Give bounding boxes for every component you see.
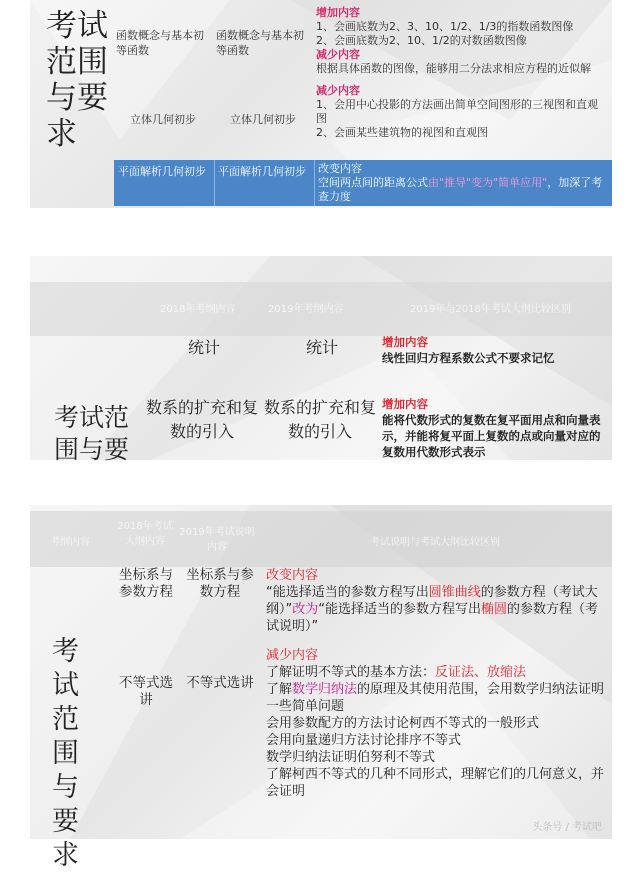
- row1-col2: 函数概念与基本初等函数: [216, 29, 304, 57]
- desc-text: 的参数方程（考试说明）”: [266, 602, 599, 634]
- desc-line: [266, 681, 606, 715]
- row2-col2: 立体几何初步: [230, 113, 296, 126]
- header-col4: 考试说明与考试大纲比较区别: [370, 537, 500, 548]
- removed-label: 减少内容: [316, 48, 360, 61]
- desc-line: [318, 176, 608, 204]
- header-col1: 2018年考纲内容: [160, 304, 236, 315]
- desc-line: [266, 664, 606, 681]
- desc-highlight: 数学归纳法: [292, 682, 358, 697]
- desc-line: 线性回归方程系数公式不要求记忆: [382, 351, 555, 365]
- divider: [214, 160, 215, 206]
- desc-line: 1、会画底数为2、3、10、1/2、1/3的指数函数图像: [316, 20, 574, 33]
- row1-col1: 函数概念与基本初等函数: [116, 29, 204, 57]
- row1-col1: 坐标系与参数方程: [119, 567, 173, 600]
- section-heading: 考试范围与要: [54, 403, 130, 464]
- changed-label: 改变内容: [266, 568, 319, 583]
- changed-label: 改变内容: [318, 162, 362, 175]
- row1-desc: [266, 567, 606, 635]
- desc-line: 会用参数配方的方法讨论柯西不等式的一般形式: [266, 716, 540, 731]
- row2-col2: 数系的扩充和复数的引入: [264, 398, 377, 441]
- highlight-row: [114, 160, 612, 206]
- desc-line: 了解柯西不等式的几种不同形式，理解它们的几何意义，并会证明: [266, 767, 605, 799]
- desc-text: ，加深了考查力度: [318, 176, 603, 203]
- header-col2: 2019年考纲内容: [268, 304, 344, 315]
- panel-statistics-complex: [30, 256, 612, 464]
- row1-col2: 统计: [305, 338, 338, 357]
- section-heading: 考试范围与要求: [46, 8, 108, 152]
- desc-line: 数学归纳法证明伯努利不等式: [266, 750, 436, 765]
- desc-line: 根据具体函数的图像，能够用二分法求相应方程的近似解: [316, 62, 591, 75]
- header-col3: 2019年考试说明内容: [179, 527, 255, 553]
- desc-highlight: 反证法、放缩法: [435, 665, 527, 680]
- desc-line: 会用向量递归方法讨论排序不等式: [266, 733, 462, 748]
- header-col3: 2019年与2018年考试大纲比较区别: [410, 304, 571, 315]
- row3-col2: 平面解析几何初步: [218, 165, 306, 178]
- desc-text: 了解: [266, 682, 293, 697]
- desc-text: 空间两点间的距离公式: [318, 176, 428, 189]
- desc-text: “能选择适当的参数方程写出: [318, 602, 482, 617]
- row3-desc: [318, 162, 608, 204]
- divider: [314, 160, 315, 206]
- row1-desc: [316, 6, 608, 76]
- header-col1: 考纲内容: [50, 537, 90, 548]
- row2-col1: 数系的扩充和复数的引入: [146, 398, 259, 441]
- desc-text: “能选择适当的参数方程写出: [266, 585, 429, 600]
- desc-text: 的原理及其使用范围，会用数学归纳法证明一些简单问题: [266, 682, 605, 714]
- desc-line: 2、会画某些建筑物的视图和直观图: [316, 126, 488, 139]
- desc-highlight: 改为: [292, 602, 319, 617]
- row2-col2: 不等式选讲: [186, 675, 254, 691]
- desc-line: 1、会用中心投影的方法画出简单空间图形的三视图和直观图: [316, 98, 598, 125]
- desc-text: 了解证明不等式的基本方法：: [266, 665, 436, 680]
- row2-col1: 立体几何初步: [130, 113, 196, 126]
- row1-desc: [382, 334, 608, 366]
- desc-paragraph: [266, 584, 606, 635]
- panel-function-geometry: [30, 0, 612, 208]
- panel-coordinates-inequalities: [30, 505, 612, 871]
- row2-col1: 不等式选讲: [119, 675, 173, 708]
- desc-highlight: 椭圆: [481, 602, 508, 617]
- removed-label: 减少内容: [266, 648, 319, 663]
- desc-highlight: 由"推导"变为"简单应用": [428, 176, 548, 189]
- row1-col2: 坐标系与参数方程: [186, 567, 254, 600]
- watermark: 头条号 / 考试吧: [532, 822, 602, 833]
- header-col2: 2018年考试大纲内容: [117, 521, 173, 547]
- desc-text: 的参数方程（考试大纲）”: [266, 585, 598, 617]
- row2-desc: [316, 84, 608, 140]
- desc-line: 2、会画底数为2、10、1/2的对数函数图像: [316, 34, 527, 47]
- row1-col1: 统计: [187, 338, 220, 357]
- added-label: 增加内容: [316, 6, 360, 19]
- added-label: 增加内容: [382, 335, 428, 349]
- row2-desc: [266, 647, 606, 800]
- desc-line: 能将代数形式的复数在复平面用点和向量表示，并能将复平面上复数的点或向量对应的复数用代数形式表示: [382, 413, 601, 459]
- added-label: 增加内容: [382, 397, 428, 411]
- removed-label: 减少内容: [316, 84, 360, 97]
- desc-highlight: 圆锥曲线: [428, 585, 481, 600]
- row2-desc: [382, 396, 608, 460]
- section-heading: 考试范围与要求: [52, 636, 79, 871]
- row3-col1: 平面解析几何初步: [118, 165, 206, 178]
